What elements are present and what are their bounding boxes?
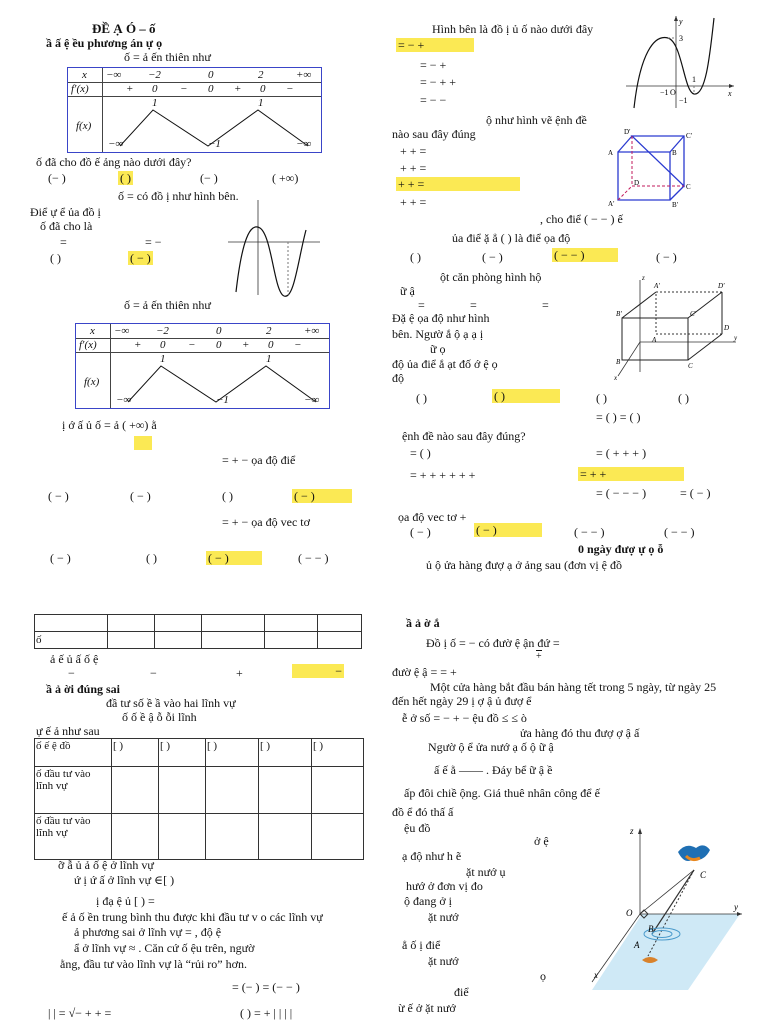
part3-q1b: đườ ệ ậ = = + [392,665,457,679]
question-2c: ố đã cho là [40,219,93,233]
q10-option-c[interactable]: = + + + + + + [410,468,476,482]
box-label-9: x [614,374,618,382]
section-2-title: ầ ả ời đúng sai [46,682,121,696]
grid-header-1: [ ) [112,739,159,767]
bird-label-x: x [594,970,598,980]
q10-option-b[interactable]: = ( + + + ) [596,446,647,460]
vt1-fp-6: − [286,83,294,95]
vt2-f-0: −∞ [116,394,132,406]
vector-norm: | | = √− + + = [48,1006,112,1020]
vt2-fp-label: f′(x) [79,339,97,351]
pt1-opt-c[interactable]: + [236,666,243,680]
vt1-f-0: −∞ [108,138,124,150]
box-label-10: y [734,334,738,342]
statement-f: ẩ ở lĩnh vự ≈ . Căn cứ ố ệu trên, ngườ [74,941,255,955]
q8-option-b[interactable]: ( − ) [482,250,503,264]
vt2-fp-5: 0 [268,339,274,351]
cube-label-D-prime: D′ [624,128,631,136]
cube-label-B: B [672,149,677,157]
g1-x-tick-2: 1 [692,75,696,84]
vt1-fp-label: f′(x) [71,83,89,95]
pt1-opt-b[interactable]: − [150,666,157,680]
statement-g: ằng, đầu tư vào lĩnh vự là “rủi ro” hơn. [60,957,247,971]
statement-b: ứ ị ứ ấ ở lĩnh vự ∈[ ) [74,873,175,887]
cube-figure [610,128,720,210]
question-9e: ữ ọ [430,342,446,356]
statement-e: ả phương sai ở lĩnh vự = , độ ệ [74,925,222,939]
vt1-fp-3: 0 [208,83,214,95]
q9-eq-0: = [418,298,425,312]
g1-y-neg: −1 [679,96,688,105]
bird-label-b: B [648,924,654,934]
question-3b: ị ớ ấ ủ ố = ả ( +∞) ằ [62,418,157,432]
room-box-figure [612,272,742,382]
part3-q4a: ở ệ [534,834,549,848]
grid-row-1-label: ố đầu tư vào lĩnh vự [35,767,112,813]
box-label-3: C′ [690,310,697,318]
cube-label-C-prime: C′ [686,132,693,140]
exam-title: ĐỀ Ạ Ó – ố [92,21,156,36]
grid-header-2: [ ) [159,739,206,767]
box-label-2: B′ [616,310,622,318]
vt1-x-3: 2 [258,69,264,81]
statement-a: ỡ ẫ ủ ả ố ệ ở lĩnh vự [58,858,154,872]
vector-formula: ( ) = + | | | | [240,1006,293,1020]
q4-option-c[interactable]: ( ) [222,489,233,503]
question-5: = + − ọa độ vec tơ [222,515,310,529]
q7-option-a[interactable]: + + = [400,144,427,158]
vt1-f-1: 1 [152,97,158,109]
box-label-7: C [688,362,693,370]
question-7b: nào sau đây đúng [392,127,476,141]
question-3: ố = ả ến thiên như [124,298,211,312]
question-9: ột căn phòng hình hộ [440,270,542,284]
part3-q2d: ửa hàng đó thu đượ ợ ậ ấ [520,726,640,740]
vt2-fp-1: 0 [160,339,166,351]
q11-option-a[interactable]: ( − ) [410,525,431,539]
vt2-f-4: −∞ [304,394,320,406]
question-8: , cho điể ( − − ) ế [540,212,623,226]
vt2-f-2: −1 [216,394,229,406]
q4-option-a[interactable]: ( − ) [48,489,69,503]
g1-x-label: x [728,89,732,98]
question-9c: Đặ ệ ọa độ như hình [392,311,490,325]
vt1-f-2: −1 [208,138,221,150]
question-8b: ủa điể ặ ẳ ( ) là điể ọa độ [452,231,571,245]
part2-line-c: ự ế ả như sau [36,724,100,738]
question-9g: độ [392,371,404,385]
part3-q4g: ẳ ố ị điể [402,938,441,952]
q10-option-d[interactable]: = + + [578,467,684,481]
vt1-fp-0: + [126,83,134,95]
vt1-fp-5: 0 [260,83,266,95]
vt1-fp-4: + [234,83,242,95]
pt1-opt-a[interactable]: − [68,666,75,680]
q6-option-d[interactable]: = − − [420,93,447,107]
vt2-fp-0: + [134,339,142,351]
vt1-f-4: −∞ [296,138,312,150]
part3-q2b: đến hết ngày 29 ị ợ ậ ủ đượ ể [392,694,532,708]
q7-option-c[interactable]: + + = [396,177,520,191]
q10-option-a[interactable]: = ( ) [410,446,431,460]
q4-option-b[interactable]: ( − ) [130,489,151,503]
part3-q4k: ừ ế ở ặt nướ [398,1001,456,1015]
part3-q3a: Ngườ ộ ể ửa nướ ạ ố ộ ữ ậ [428,740,554,754]
question-12b: ủ ộ ửa hàng đượ ạ ở ảng sau (đơn vị ệ đồ [426,558,623,572]
part3-q3d: đồ ể đó thấ ấ [392,805,454,819]
vt2-x-2: 0 [216,325,222,337]
q1-option-b[interactable]: ( ) [120,171,131,185]
box-label-5: A [652,336,657,344]
part3-q3b: ấ ế ằ —— . Đáy bể ữ ậ ề [434,763,553,777]
variation-table-1 [67,67,322,153]
vt2-f-label: f(x) [84,376,100,388]
bird-label-o: O [626,908,633,918]
question-11: ọa độ vec tơ + [398,510,467,524]
vt1-fp-1: 0 [152,83,158,95]
vt2-x-3: 2 [266,325,272,337]
q8-option-d[interactable]: ( − ) [656,250,677,264]
q1-option-d[interactable]: ( +∞) [272,171,299,185]
vt1-x-1: −2 [148,69,161,81]
q9-eq-2: = [542,298,549,312]
bird-label-z: z [630,826,634,836]
q7-option-b[interactable]: + + = [400,161,427,175]
vt1-fp-2: − [180,83,188,95]
q7-option-d[interactable]: + + = [400,195,427,209]
question-6: Hình bên là đồ ị ủ ố nào dưới đây [432,22,594,36]
kingfisher-3d-figure [592,822,744,1012]
data-table-header: ố [35,632,108,649]
box-label-0: A′ [654,282,660,290]
q8-option-c[interactable]: ( − − ) [552,248,618,262]
cube-label-A: A [608,149,614,157]
section-3-title: ầ ả ờ ắ [406,616,440,630]
part3-q2c: ễ ở số = − + − ệu đồ ≤ ≤ ò [402,711,527,725]
cube-label-B-prime: B′ [672,201,679,209]
q10-option-f[interactable]: = ( − ) [680,486,711,500]
g1-x-tick-0: −1 [660,88,669,97]
q11-option-b[interactable]: ( − ) [474,523,542,537]
question-10: = ( ) = ( ) [596,410,641,424]
question-1: ố = ả ến thiên như [124,50,211,64]
cubic-graph-small [228,200,328,300]
q5-option-d[interactable]: ( − − ) [298,551,329,565]
vt2-x-label: x [90,325,95,337]
grid-row-2-label: ố đầu tư vào lĩnh vự [35,813,112,859]
q5-option-a[interactable]: ( − ) [50,551,71,565]
part3-q1-denominator: + [536,651,542,662]
vt1-x-0: −∞ [106,69,122,81]
vt1-f-3: 1 [258,97,264,109]
vt1-x-2: 0 [208,69,214,81]
vector-data: = (− ) = (− − ) [232,980,300,994]
variation-table-2 [75,323,330,409]
bird-label-y: y [734,902,738,912]
q5-option-b[interactable]: ( ) [146,551,157,565]
vt1-x-label: x [82,69,87,81]
cube-label-D: D [634,179,640,187]
pt1-opt-d[interactable]: − [292,664,344,678]
bird-label-a: A [634,940,640,950]
vt2-x-1: −2 [156,325,169,337]
q1-option-a[interactable]: (− ) [48,171,66,185]
g1-y-tick: 3 [679,34,683,43]
question-9d: bên. Ngườ ắ ộ ạ ạ ị [392,327,484,341]
question-12: 0 ngày đượ ự ọ ỗ [578,542,664,556]
question-9b: ữ ậ [400,284,415,298]
g1-x-tick-1: O [670,88,676,97]
q10-option-e[interactable]: = ( − − − ) [596,486,647,500]
bird-label-c: C [700,870,707,880]
part-1-last-question: ả ế ủ ấ ố ệ [50,652,99,666]
part3-q3e: ệu đồ [404,821,431,835]
vt2-fp-2: − [188,339,196,351]
q9-option-c[interactable]: ( ) [596,391,607,405]
q2-option-b[interactable]: ( − ) [130,251,151,265]
data-table [34,614,362,649]
cubic-graph-large [626,14,736,109]
question-1b: ố đã cho đồ ế ảng nào dưới đây? [36,155,192,169]
grid-header-0: ố ế ệ đồ [35,739,112,767]
q2-eq-1: = [60,235,67,249]
part3-q4c: ặt nướ ụ [466,865,506,879]
q8-option-a[interactable]: ( ) [410,250,421,264]
part3-q4b: ạ độ như h ẽ [402,849,462,863]
question-2b: Điể ự ể ủa đồ ị [30,205,101,219]
box-label-1: D′ [718,282,725,290]
part2-line-b: ố ố ề ậ ỗ ỗi lĩnh [122,710,197,724]
statement-c: ị đạ ệ ủ [ ) = [96,894,155,908]
q2-option-a[interactable]: ( ) [50,251,61,265]
vt1-f-label: f(x) [76,120,92,132]
q9-option-d[interactable]: ( ) [678,391,689,405]
vt2-fp-6: − [294,339,302,351]
vt1-x-4: +∞ [296,69,312,81]
grid-header-4: [ ) [259,739,312,767]
grid-header-5: [ ) [312,739,364,767]
cube-label-A-prime: A′ [608,200,615,208]
q6-option-c[interactable]: = − + + [420,75,457,89]
vt2-f-3: 1 [266,353,272,365]
statement-d: ế ả ố ền trung bình thu được khi đầu tư v o các lĩnh vự [62,910,323,924]
box-label-6: B [616,358,621,366]
question-2: ố = có đồ ị như hình bên. [118,189,239,203]
q1-option-c[interactable]: (− ) [200,171,218,185]
vt2-f-1: 1 [160,353,166,365]
cube-label-C: C [686,183,691,191]
question-10b: ệnh đề nào sau đây đúng? [402,429,526,443]
investment-table [34,738,364,860]
q6-option-b[interactable]: = − + [420,58,447,72]
q11-option-d[interactable]: ( − − ) [664,525,695,539]
vt1-arrows [68,68,321,152]
part3-q4f: ặt nướ [428,910,459,924]
part3-q3c: ấp đôi chiề ộng. Giá thuê nhân công để ế [404,786,600,800]
box-label-8: z [642,274,645,282]
part2-line-a: đầ tư số ề ầ vào hai lĩnh vự [106,696,236,710]
part3-q2a: Một cửa hàng bắt đầu bán hàng tết trong 5 ngày, từ ngày 25 [430,680,717,694]
vt2-x-0: −∞ [114,325,130,337]
vt2-x-4: +∞ [304,325,320,337]
section-1-title: ầ ấ ệ ều phương án ự ọ [46,36,163,50]
question-7: ộ như hình vẽ ệnh đề [486,113,587,127]
q11-option-c[interactable]: ( − − ) [574,525,605,539]
grid-header-3: [ ) [206,739,259,767]
q4-option-d[interactable]: ( − ) [292,489,352,503]
g1-y-label: y [679,17,683,26]
question-9f: độ ủa điể ắ ạt đố ớ ệ ọ [392,357,498,371]
vt2-fp-4: + [242,339,250,351]
q6-option-a[interactable]: = − + [396,38,474,52]
q3-answer-highlight [134,436,152,450]
q5-option-c[interactable]: ( − ) [206,551,262,565]
part3-q4e: ộ đang ở ị [404,894,453,908]
part3-q4i: ọ [540,969,546,983]
q9-option-b[interactable]: ( ) [492,389,560,403]
question-4: = + − ọa độ điể [222,453,296,467]
box-label-4: D [724,324,730,332]
q9-option-a[interactable]: ( ) [416,391,427,405]
vt2-fp-3: 0 [216,339,222,351]
part3-q4j: điể [454,985,469,999]
q2-eq-2: = − [145,235,162,249]
vt2-arrows [76,324,329,408]
part3-q4d: hướ ở đơn vị đo [406,879,483,893]
part3-q1: Đồ ị ố = − có đườ ệ ận đứ = [426,636,560,650]
q9-eq-1: = [470,298,477,312]
part3-q4h: ặt nướ [428,954,459,968]
